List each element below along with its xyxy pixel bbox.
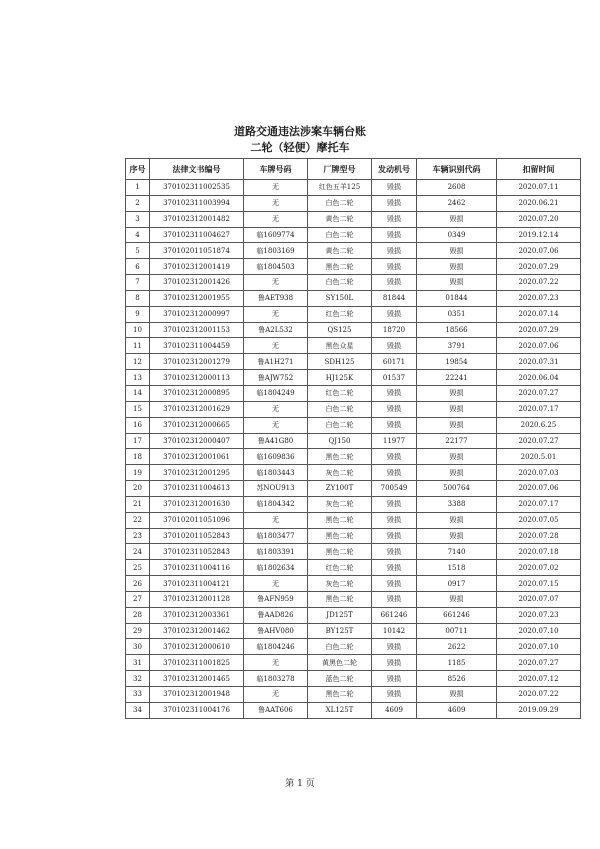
table-row xyxy=(126,560,581,576)
cell-detention-date: 2019.12.14 xyxy=(497,227,581,243)
cell-vin: 22241 xyxy=(417,370,497,386)
cell-vin: 毁损 xyxy=(417,385,497,401)
cell-plate-number: 鲁A1H271 xyxy=(244,354,308,370)
cell-vin: 0349 xyxy=(417,227,497,243)
table-row xyxy=(126,290,581,306)
cell-document-number: 370102312003361 xyxy=(150,607,244,623)
cell-detention-date: 2020.07.15 xyxy=(497,576,581,592)
cell-engine-number: 毁损 xyxy=(372,560,417,576)
cell-index: 9 xyxy=(126,306,150,322)
table-row xyxy=(126,512,581,528)
cell-plate-number: 无 xyxy=(244,306,308,322)
cell-engine-number: 毁损 xyxy=(372,576,417,592)
cell-plate-number: 无 xyxy=(244,417,308,433)
table-row xyxy=(126,671,581,687)
cell-brand-model: 黑色二轮 xyxy=(308,687,372,703)
cell-vin: 3388 xyxy=(417,496,497,512)
table-row xyxy=(126,465,581,481)
cell-detention-date: 2020.6.25 xyxy=(497,417,581,433)
cell-document-number: 370102312001630 xyxy=(150,496,244,512)
cell-brand-model: 白色二轮 xyxy=(308,401,372,417)
cell-vin: 毁损 xyxy=(417,417,497,433)
cell-detention-date: 2020.07.10 xyxy=(497,639,581,655)
cell-detention-date: 2019.09.29 xyxy=(497,702,581,718)
cell-plate-number: 鲁A41G80 xyxy=(244,433,308,449)
column-header-brand-model: 厂牌型号 xyxy=(308,159,372,180)
cell-vin: 0351 xyxy=(417,306,497,322)
cell-index: 18 xyxy=(126,449,150,465)
cell-plate-number: 临1802634 xyxy=(244,560,308,576)
cell-document-number: 370102312000895 xyxy=(150,385,244,401)
cell-detention-date: 2020.07.06 xyxy=(497,338,581,354)
cell-index: 15 xyxy=(126,401,150,417)
cell-plate-number: 临1609836 xyxy=(244,449,308,465)
cell-brand-model: BY125T xyxy=(308,623,372,639)
cell-vin: 00711 xyxy=(417,623,497,639)
cell-engine-number: 毁损 xyxy=(372,195,417,211)
cell-engine-number: 毁损 xyxy=(372,449,417,465)
cell-vin: 3791 xyxy=(417,338,497,354)
cell-document-number: 370102312001295 xyxy=(150,465,244,481)
cell-engine-number: 4609 xyxy=(372,702,417,718)
cell-document-number: 370102312001482 xyxy=(150,211,244,227)
cell-index: 24 xyxy=(126,544,150,560)
cell-brand-model: 白色二轮 xyxy=(308,417,372,433)
cell-document-number: 370102311001825 xyxy=(150,655,244,671)
cell-plate-number: 鲁AHV080 xyxy=(244,623,308,639)
table-row xyxy=(126,702,581,718)
cell-vin: 18566 xyxy=(417,322,497,338)
cell-document-number: 370102311004627 xyxy=(150,227,244,243)
cell-document-number: 370102311004176 xyxy=(150,702,244,718)
cell-brand-model: 黑色二轮 xyxy=(308,591,372,607)
cell-plate-number: 鲁AJW752 xyxy=(244,370,308,386)
cell-vin: 毁损 xyxy=(417,528,497,544)
cell-vin: 8526 xyxy=(417,671,497,687)
table-row xyxy=(126,481,581,497)
cell-vin: 22177 xyxy=(417,433,497,449)
table-row xyxy=(126,354,581,370)
cell-brand-model: 黑色二轮 xyxy=(308,544,372,560)
cell-document-number: 370102312001128 xyxy=(150,591,244,607)
cell-brand-model: ZY100T xyxy=(308,481,372,497)
cell-index: 32 xyxy=(126,671,150,687)
cell-document-number: 370102311004116 xyxy=(150,560,244,576)
table-row xyxy=(126,496,581,512)
column-header-plate-number: 车牌号码 xyxy=(244,159,308,180)
cell-document-number: 370102311003994 xyxy=(150,195,244,211)
document-subtitle: 二轮（轻便）摩托车 xyxy=(250,141,350,154)
cell-engine-number: 毁损 xyxy=(372,306,417,322)
cell-plate-number: 临1804342 xyxy=(244,496,308,512)
cell-document-number: 370102312001629 xyxy=(150,401,244,417)
table-row xyxy=(126,623,581,639)
cell-plate-number: 临1803477 xyxy=(244,528,308,544)
table-row xyxy=(126,639,581,655)
cell-detention-date: 2020.07.27 xyxy=(497,433,581,449)
cell-detention-date: 2020.07.23 xyxy=(497,607,581,623)
cell-plate-number: 临1803169 xyxy=(244,243,308,259)
page-number: 第 1 页 xyxy=(285,779,315,789)
cell-brand-model: 白色二轮 xyxy=(308,195,372,211)
cell-index: 2 xyxy=(126,195,150,211)
cell-vin: 2622 xyxy=(417,639,497,655)
cell-plate-number: 无 xyxy=(244,576,308,592)
cell-vin: 4609 xyxy=(417,702,497,718)
cell-vin: 毁损 xyxy=(417,401,497,417)
cell-vin: 毁损 xyxy=(417,259,497,275)
cell-vin: 2608 xyxy=(417,180,497,196)
cell-plate-number: 无 xyxy=(244,512,308,528)
cell-index: 14 xyxy=(126,385,150,401)
cell-engine-number: 毁损 xyxy=(372,259,417,275)
cell-index: 28 xyxy=(126,607,150,623)
cell-document-number: 370102311004121 xyxy=(150,576,244,592)
table-row xyxy=(126,227,581,243)
cell-document-number: 370102312001153 xyxy=(150,322,244,338)
cell-document-number: 370102312000997 xyxy=(150,306,244,322)
cell-plate-number: 无 xyxy=(244,401,308,417)
table-row xyxy=(126,322,581,338)
cell-detention-date: 2020.07.23 xyxy=(497,290,581,306)
cell-document-number: 370102011051096 xyxy=(150,512,244,528)
cell-index: 29 xyxy=(126,623,150,639)
cell-vin: 500764 xyxy=(417,481,497,497)
cell-vin: 毁损 xyxy=(417,449,497,465)
table-row xyxy=(126,591,581,607)
cell-engine-number: 01537 xyxy=(372,370,417,386)
cell-engine-number: 毁损 xyxy=(372,385,417,401)
cell-engine-number: 毁损 xyxy=(372,639,417,655)
title-block xyxy=(0,124,600,156)
column-header-detention-date: 扣留时间 xyxy=(497,159,581,180)
column-header-index: 序号 xyxy=(126,159,150,180)
cell-engine-number: 毁损 xyxy=(372,211,417,227)
cell-plate-number: 无 xyxy=(244,275,308,291)
table-row xyxy=(126,576,581,592)
cell-vin: 2462 xyxy=(417,195,497,211)
cell-detention-date: 2020.07.14 xyxy=(497,306,581,322)
table-row xyxy=(126,370,581,386)
cell-vin: 毁损 xyxy=(417,591,497,607)
cell-plate-number: 鲁AAD826 xyxy=(244,607,308,623)
cell-index: 11 xyxy=(126,338,150,354)
cell-detention-date: 2020.07.17 xyxy=(497,401,581,417)
cell-index: 31 xyxy=(126,655,150,671)
cell-detention-date: 2020.07.10 xyxy=(497,623,581,639)
cell-plate-number: 临1804249 xyxy=(244,385,308,401)
cell-brand-model: 红色二轮 xyxy=(308,560,372,576)
cell-document-number: 370102312000610 xyxy=(150,639,244,655)
cell-index: 7 xyxy=(126,275,150,291)
cell-vin: 1185 xyxy=(417,655,497,671)
cell-detention-date: 2020.06.21 xyxy=(497,195,581,211)
cell-document-number: 370102312001061 xyxy=(150,449,244,465)
cell-plate-number: 鲁A2L532 xyxy=(244,322,308,338)
cell-brand-model: 黑色二轮 xyxy=(308,449,372,465)
table-row xyxy=(126,180,581,196)
table-row xyxy=(126,687,581,703)
cell-detention-date: 2020.07.06 xyxy=(497,481,581,497)
cell-brand-model: QS125 xyxy=(308,322,372,338)
cell-index: 34 xyxy=(126,702,150,718)
cell-detention-date: 2020.07.05 xyxy=(497,512,581,528)
cell-plate-number: 鲁AFN959 xyxy=(244,591,308,607)
cell-index: 3 xyxy=(126,211,150,227)
cell-brand-model: 蓝色二轮 xyxy=(308,671,372,687)
cell-document-number: 370102311002535 xyxy=(150,180,244,196)
cell-engine-number: 毁损 xyxy=(372,687,417,703)
vehicle-ledger-table xyxy=(125,158,581,719)
cell-detention-date: 2020.5.01 xyxy=(497,449,581,465)
cell-vin: 毁损 xyxy=(417,465,497,481)
table-body xyxy=(126,180,581,719)
cell-brand-model: 红色二轮 xyxy=(308,385,372,401)
cell-plate-number: 临1803278 xyxy=(244,671,308,687)
cell-index: 27 xyxy=(126,591,150,607)
cell-index: 16 xyxy=(126,417,150,433)
cell-index: 17 xyxy=(126,433,150,449)
cell-document-number: 370102312001465 xyxy=(150,671,244,687)
cell-index: 4 xyxy=(126,227,150,243)
cell-brand-model: 白色二轮 xyxy=(308,227,372,243)
cell-index: 22 xyxy=(126,512,150,528)
cell-engine-number: 18720 xyxy=(372,322,417,338)
cell-vin: 毁损 xyxy=(417,687,497,703)
table-row xyxy=(126,607,581,623)
cell-detention-date: 2020.07.17 xyxy=(497,496,581,512)
cell-document-number: 370102312000665 xyxy=(150,417,244,433)
table-row xyxy=(126,544,581,560)
cell-brand-model: 灰色二轮 xyxy=(308,496,372,512)
cell-engine-number: 毁损 xyxy=(372,338,417,354)
cell-brand-model: 灰色二轮 xyxy=(308,576,372,592)
cell-index: 5 xyxy=(126,243,150,259)
cell-brand-model: 黄黑色二轮 xyxy=(308,655,372,671)
table-row xyxy=(126,338,581,354)
cell-vin: 0917 xyxy=(417,576,497,592)
cell-plate-number: 临1803443 xyxy=(244,465,308,481)
cell-engine-number: 毁损 xyxy=(372,544,417,560)
cell-engine-number: 毁损 xyxy=(372,227,417,243)
cell-plate-number: 苏NOU913 xyxy=(244,481,308,497)
cell-engine-number: 毁损 xyxy=(372,512,417,528)
cell-brand-model: XL125T xyxy=(308,702,372,718)
cell-document-number: 370102011052843 xyxy=(150,528,244,544)
table-row xyxy=(126,401,581,417)
cell-vin: 毁损 xyxy=(417,243,497,259)
cell-brand-model: 黄色二轮 xyxy=(308,211,372,227)
cell-brand-model: SY150L xyxy=(308,290,372,306)
table-row xyxy=(126,417,581,433)
cell-index: 12 xyxy=(126,354,150,370)
cell-engine-number: 11977 xyxy=(372,433,417,449)
cell-plate-number: 临1804246 xyxy=(244,639,308,655)
column-header-document-number: 法律文书编号 xyxy=(150,159,244,180)
cell-brand-model: 黑色众星 xyxy=(308,338,372,354)
cell-engine-number: 毁损 xyxy=(372,655,417,671)
cell-document-number: 370102011051874 xyxy=(150,243,244,259)
cell-detention-date: 2020.07.18 xyxy=(497,544,581,560)
cell-plate-number: 无 xyxy=(244,195,308,211)
cell-plate-number: 临1609774 xyxy=(244,227,308,243)
cell-engine-number: 60171 xyxy=(372,354,417,370)
cell-index: 6 xyxy=(126,259,150,275)
cell-document-number: 370102312001462 xyxy=(150,623,244,639)
cell-engine-number: 毁损 xyxy=(372,496,417,512)
table-row xyxy=(126,259,581,275)
cell-vin: 661246 xyxy=(417,607,497,623)
cell-engine-number: 毁损 xyxy=(372,465,417,481)
cell-detention-date: 2020.07.29 xyxy=(497,259,581,275)
cell-engine-number: 毁损 xyxy=(372,591,417,607)
cell-index: 1 xyxy=(126,180,150,196)
cell-brand-model: 黑色二轮 xyxy=(308,259,372,275)
column-header-engine-number: 发动机号 xyxy=(372,159,417,180)
cell-brand-model: HJ125K xyxy=(308,370,372,386)
cell-engine-number: 81844 xyxy=(372,290,417,306)
cell-document-number: 370102312001279 xyxy=(150,354,244,370)
cell-plate-number: 无 xyxy=(244,687,308,703)
cell-vin: 01844 xyxy=(417,290,497,306)
cell-engine-number: 661246 xyxy=(372,607,417,623)
cell-index: 13 xyxy=(126,370,150,386)
cell-brand-model: 黑色二轮 xyxy=(308,528,372,544)
cell-brand-model: 红色二轮 xyxy=(308,306,372,322)
cell-engine-number: 毁损 xyxy=(372,180,417,196)
cell-plate-number: 鲁AAT606 xyxy=(244,702,308,718)
cell-brand-model: 红色五羊125 xyxy=(308,180,372,196)
cell-detention-date: 2020.07.31 xyxy=(497,354,581,370)
cell-detention-date: 2020.07.27 xyxy=(497,655,581,671)
cell-detention-date: 2020.07.07 xyxy=(497,591,581,607)
table-row xyxy=(126,275,581,291)
cell-index: 30 xyxy=(126,639,150,655)
table-row xyxy=(126,385,581,401)
cell-plate-number: 无 xyxy=(244,180,308,196)
cell-index: 20 xyxy=(126,481,150,497)
cell-index: 21 xyxy=(126,496,150,512)
table-row xyxy=(126,211,581,227)
cell-plate-number: 临1803391 xyxy=(244,544,308,560)
cell-brand-model: SDH125 xyxy=(308,354,372,370)
table-row xyxy=(126,449,581,465)
cell-detention-date: 2020.07.12 xyxy=(497,671,581,687)
cell-document-number: 370102312001419 xyxy=(150,259,244,275)
cell-brand-model: 白色二轮 xyxy=(308,639,372,655)
cell-index: 33 xyxy=(126,687,150,703)
cell-document-number: 370102312001426 xyxy=(150,275,244,291)
cell-index: 10 xyxy=(126,322,150,338)
cell-detention-date: 2020.07.03 xyxy=(497,465,581,481)
cell-brand-model: QJ150 xyxy=(308,433,372,449)
cell-index: 19 xyxy=(126,465,150,481)
table-row xyxy=(126,528,581,544)
cell-plate-number: 临1804503 xyxy=(244,259,308,275)
cell-detention-date: 2020.07.06 xyxy=(497,243,581,259)
cell-plate-number: 无 xyxy=(244,211,308,227)
cell-engine-number: 毁损 xyxy=(372,417,417,433)
cell-vin: 1518 xyxy=(417,560,497,576)
cell-vin: 毁损 xyxy=(417,211,497,227)
cell-engine-number: 毁损 xyxy=(372,528,417,544)
cell-engine-number: 毁损 xyxy=(372,671,417,687)
cell-engine-number: 10142 xyxy=(372,623,417,639)
cell-vin: 19854 xyxy=(417,354,497,370)
table-row xyxy=(126,195,581,211)
cell-detention-date: 2020.07.22 xyxy=(497,687,581,703)
cell-engine-number: 毁损 xyxy=(372,243,417,259)
cell-brand-model: 灰色二轮 xyxy=(308,465,372,481)
cell-vin: 毁损 xyxy=(417,512,497,528)
table-row xyxy=(126,433,581,449)
cell-plate-number: 鲁AET938 xyxy=(244,290,308,306)
cell-index: 23 xyxy=(126,528,150,544)
cell-plate-number: 无 xyxy=(244,338,308,354)
table-row xyxy=(126,655,581,671)
cell-engine-number: 毁损 xyxy=(372,401,417,417)
table-row xyxy=(126,243,581,259)
cell-detention-date: 2020.06.04 xyxy=(497,370,581,386)
cell-index: 26 xyxy=(126,576,150,592)
cell-detention-date: 2020.07.29 xyxy=(497,322,581,338)
cell-index: 8 xyxy=(126,290,150,306)
cell-brand-model: 黑色二轮 xyxy=(308,512,372,528)
cell-index: 25 xyxy=(126,560,150,576)
cell-document-number: 370102311004459 xyxy=(150,338,244,354)
cell-vin: 7140 xyxy=(417,544,497,560)
cell-detention-date: 2020.07.28 xyxy=(497,528,581,544)
cell-document-number: 370102311004613 xyxy=(150,481,244,497)
cell-brand-model: 白色二轮 xyxy=(308,275,372,291)
cell-vin: 毁损 xyxy=(417,275,497,291)
cell-document-number: 370102312001955 xyxy=(150,290,244,306)
cell-document-number: 370102311052843 xyxy=(150,544,244,560)
cell-document-number: 370102312000113 xyxy=(150,370,244,386)
cell-document-number: 370102312000407 xyxy=(150,433,244,449)
cell-detention-date: 2020.07.02 xyxy=(497,560,581,576)
cell-detention-date: 2020.07.20 xyxy=(497,211,581,227)
cell-detention-date: 2020.07.11 xyxy=(497,180,581,196)
cell-engine-number: 毁损 xyxy=(372,275,417,291)
cell-engine-number: 700549 xyxy=(372,481,417,497)
document-title: 道路交通违法涉案车辆台账 xyxy=(234,125,366,138)
table-row xyxy=(126,306,581,322)
cell-brand-model: JD125T xyxy=(308,607,372,623)
cell-brand-model: 黄色二轮 xyxy=(308,243,372,259)
table-header-row xyxy=(126,159,581,180)
cell-detention-date: 2020.07.27 xyxy=(497,385,581,401)
cell-plate-number: 无 xyxy=(244,655,308,671)
cell-detention-date: 2020.07.22 xyxy=(497,275,581,291)
column-header-vin: 车辆识别代码 xyxy=(417,159,497,180)
cell-document-number: 370102312001948 xyxy=(150,687,244,703)
